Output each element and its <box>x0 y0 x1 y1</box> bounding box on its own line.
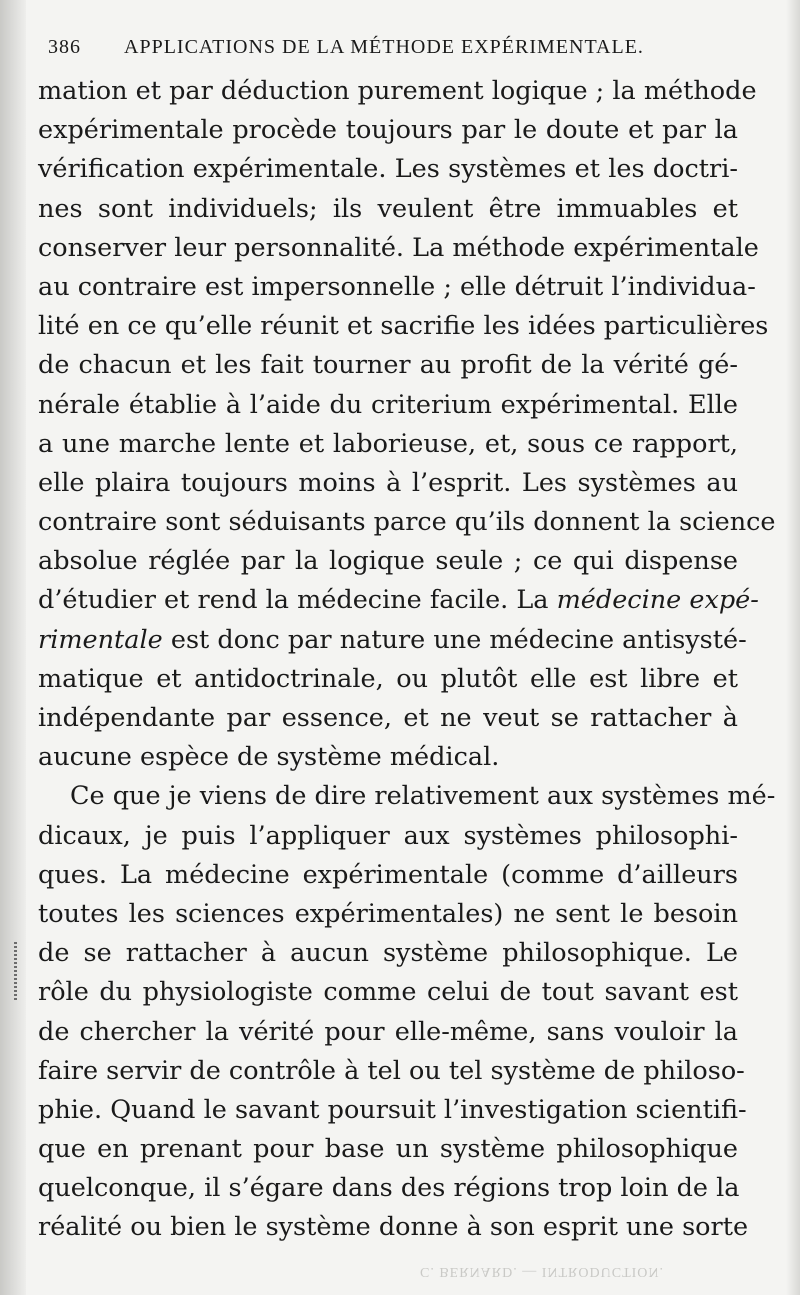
text-line: contraire sont séduisants parce qu’ils donnent la science <box>38 507 776 538</box>
text-line: faire servir de contrôle à tel ou tel système de philoso- <box>38 1055 745 1086</box>
running-title: APPLICATIONS DE LA MÉTHODE EXPÉRIMENTALE. <box>124 36 644 58</box>
page-number: 386 <box>48 36 81 58</box>
text-line: lité en ce qu’elle réunit et sacrifie les idées particulières <box>38 311 769 342</box>
italic-text: rimentale <box>38 624 163 655</box>
text-segment: est donc par nature une médecine antisysté- <box>170 624 747 655</box>
text-line: vérification expérimentale. Les systèmes et les doctri- <box>38 154 738 185</box>
text-line: rôle du physiologiste comme celui de tout savant est <box>38 977 738 1008</box>
text-line: toutes les sciences expérimentales) ne sent le besoin <box>38 898 738 929</box>
page-edge-shadow <box>786 0 800 1295</box>
text-line: quelconque, il s’égare dans des régions trop loin de la <box>38 1173 740 1204</box>
text-line: aucune espèce de système médical. <box>38 742 500 773</box>
text-line: au contraire est impersonnelle ; elle détruit l’individua- <box>38 271 756 302</box>
text-line-mixed <box>38 621 747 660</box>
text-line: dicaux, je puis l’appliquer aux systèmes philosophi- <box>38 820 738 851</box>
text-line: de chacun et les fait tourner au profit de la vérité gé- <box>38 350 738 381</box>
text-line-mixed <box>38 581 759 620</box>
text-line: que en prenant pour base un système philosophique <box>38 1134 738 1165</box>
bleed-through-footer: C. BERNARD. — INTRODUCTION. <box>420 1264 664 1279</box>
text-line: matique et antidoctrinale, ou plutôt elle est libre et <box>38 663 738 694</box>
text-line: phie. Quand le savant poursuit l’investigation scientifi- <box>38 1094 747 1125</box>
running-head <box>48 36 748 59</box>
text-line: elle plaira toujours moins à l’esprit. Les systèmes au <box>38 467 738 498</box>
text-line: conserver leur personnalité. La méthode expérimentale <box>38 232 759 263</box>
text-line: expérimentale procède toujours par le doute et par la <box>38 115 738 146</box>
text-line: indépendante par essence, et ne veut se rattacher à <box>38 703 738 733</box>
text-line: nes sont individuels; ils veulent être immuables et <box>38 193 738 224</box>
italic-text: médecine expé- <box>556 585 759 616</box>
text-segment: d’étudier et rend la médecine facile. La <box>38 585 549 616</box>
gutter-shadow <box>0 0 26 1295</box>
body-text <box>38 72 776 1248</box>
text-line: ques. La médecine expérimentale (comme d’ailleurs <box>38 859 738 890</box>
library-stamp-mark <box>14 942 17 1000</box>
text-line: de se rattacher à aucun système philosophique. Le <box>38 938 738 969</box>
text-line: a une marche lente et laborieuse, et, sous ce rapport, <box>38 428 738 459</box>
text-line: mation et par déduction purement logique ; la méthode <box>38 76 757 106</box>
text-line: de chercher la vérité pour elle-même, sans vouloir la <box>38 1016 738 1047</box>
text-line: Ce que je viens de dire relativement aux systèmes mé- <box>70 781 776 812</box>
text-line: nérale établie à l’aide du criterium expérimental. Elle <box>38 389 738 420</box>
text-line: réalité ou bien le système donne à son esprit une sorte <box>38 1212 749 1243</box>
text-line: absolue réglée par la logique seule ; ce qui dispense <box>38 546 738 577</box>
